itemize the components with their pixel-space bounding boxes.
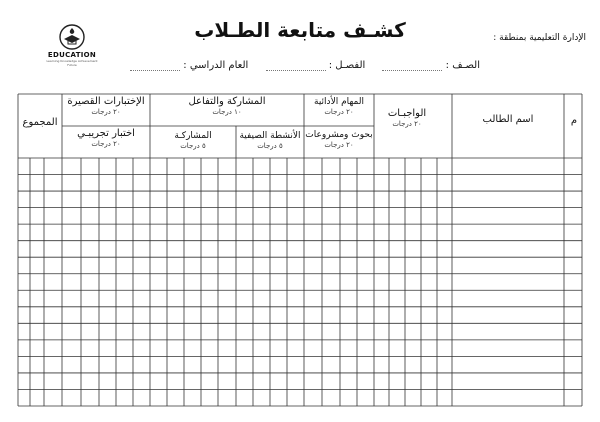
col-class-activities-header xyxy=(236,131,304,150)
sharing-points: ٥ درجات xyxy=(180,141,206,150)
education-admin-label: الإدارة التعليمية بمنطقة : xyxy=(493,33,586,43)
trial-test-points: ٢٠ درجات xyxy=(91,140,121,148)
class-field-label: الفصـل : xyxy=(328,60,366,71)
logo-text: EDUCATION xyxy=(47,51,97,59)
grade-field-label: الصـف : xyxy=(445,60,480,71)
sharing-label: المشاركـة xyxy=(174,131,212,141)
col-total-header: المجموع xyxy=(22,117,58,128)
col-sharing-header xyxy=(150,131,236,150)
homework-points: ٢٠ درجات xyxy=(392,120,422,128)
school-year-field-label: العام الدراسي : xyxy=(183,60,249,71)
short-tests-label: الإختبارات القصيرة xyxy=(67,96,145,107)
col-research-projects-header xyxy=(304,130,374,149)
research-projects-points: ٢٠ درجات xyxy=(324,140,354,149)
participation-points: ١٠ درجات xyxy=(212,108,242,116)
page-title: كشـف متابعة الطـلاب xyxy=(194,18,406,42)
col-participation-header xyxy=(150,96,304,116)
participation-label: المشاركة والتفاعل xyxy=(188,96,266,107)
col-trial-test-header xyxy=(62,128,150,148)
trial-test-label: اختبار تجريبـي xyxy=(77,128,135,139)
class-activities-label: الأنشطة الصيفية xyxy=(239,131,301,141)
col-short-tests-header xyxy=(62,96,150,116)
col-index-header: م xyxy=(570,115,578,126)
performance-tasks-points: ٢٠ درجات xyxy=(324,107,354,116)
class-activities-points: ٥ درجات xyxy=(257,141,283,150)
logo-subtext: Learning Knowledge Achievement Future xyxy=(46,59,98,67)
col-student-name-header: اسم الطالب xyxy=(482,114,534,125)
research-projects-label: بحوث ومشروعات xyxy=(305,130,373,140)
col-performance-tasks-header xyxy=(304,97,374,116)
col-homework-header xyxy=(362,108,452,128)
performance-tasks-label: المهام الأدائية xyxy=(314,97,364,107)
short-tests-points: ٢٠ درجات xyxy=(91,108,121,116)
homework-label: الواجبـات xyxy=(387,108,427,119)
